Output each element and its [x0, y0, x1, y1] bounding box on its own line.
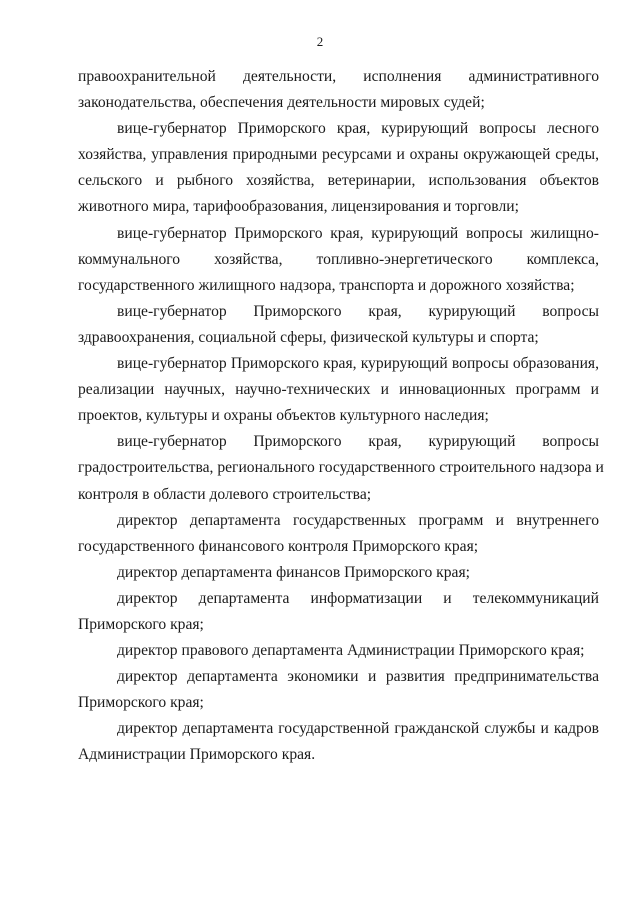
paragraph	[78, 299, 599, 351]
text-line: государственного финансового контроля Приморского края;	[78, 537, 479, 555]
paragraph	[78, 560, 599, 586]
paragraph	[78, 64, 599, 116]
text-line: директор департамента государственной гражданской службы и кадров	[117, 720, 599, 738]
text-line: директор департамента государственных программ и внутреннего	[117, 511, 599, 529]
paragraph	[78, 586, 599, 638]
text-line: вице-губернатор Приморского края, курирующий вопросы	[117, 302, 599, 320]
text-line: коммунального хозяйства, топливно-энергетического комплекса,	[78, 250, 599, 268]
paragraph	[78, 716, 599, 768]
paragraph	[78, 221, 599, 299]
text-line: здравоохранения, социальной сферы, физической культуры и спорта;	[78, 328, 539, 346]
text-line: проектов, культуры и охраны объектов культурного наследия;	[78, 407, 489, 425]
text-line: Приморского края;	[78, 615, 204, 633]
text-line: реализации научных, научно-технических и инновационных программ и	[78, 381, 599, 399]
text-line: директор правового департамента Администрации Приморского края;	[117, 642, 585, 660]
paragraph	[78, 508, 599, 560]
text-line: вице-губернатор Приморского края, курирующий вопросы образования,	[117, 355, 599, 373]
page-number: 2	[316, 34, 324, 49]
text-line: градостроительства, регионального государственного строительного надзора и	[78, 459, 604, 477]
text-line: контроля в области долевого строительства;	[78, 485, 372, 503]
text-line: правоохранительной деятельности, исполнения административного	[78, 68, 599, 85]
text-line: директор департамента информатизации и телекоммуникаций	[117, 589, 599, 607]
text-line: вице-губернатор Приморского края, курирующий вопросы жилищно-	[117, 224, 599, 242]
text-line: вице-губернатор Приморского края, курирующий вопросы	[117, 433, 599, 451]
text-line: законодательства, обеспечения деятельности мировых судей;	[78, 94, 485, 112]
text-line: директор департамента экономики и развития предпринимательства	[117, 668, 599, 686]
text-line: Приморского края;	[78, 694, 204, 712]
document-body	[78, 64, 604, 769]
text-line: животного мира, тарифообразования, лицензирования и торговли;	[78, 198, 519, 216]
paragraph	[78, 429, 604, 507]
text-line: директор департамента финансов Приморского края;	[117, 563, 470, 581]
text-line: хозяйства, управления природными ресурсами и охраны окружающей среды,	[78, 146, 599, 164]
text-line: государственного жилищного надзора, транспорта и дорожного хозяйства;	[78, 276, 575, 294]
paragraph	[78, 638, 599, 664]
paragraph	[78, 351, 599, 429]
text-line: вице-губернатор Приморского края, курирующий вопросы лесного	[117, 120, 599, 138]
text-line: Администрации Приморского края.	[78, 746, 316, 764]
text-line: сельского и рыбного хозяйства, ветеринарии, использования объектов	[78, 172, 599, 190]
paragraph	[78, 116, 599, 220]
paragraph	[78, 664, 599, 716]
